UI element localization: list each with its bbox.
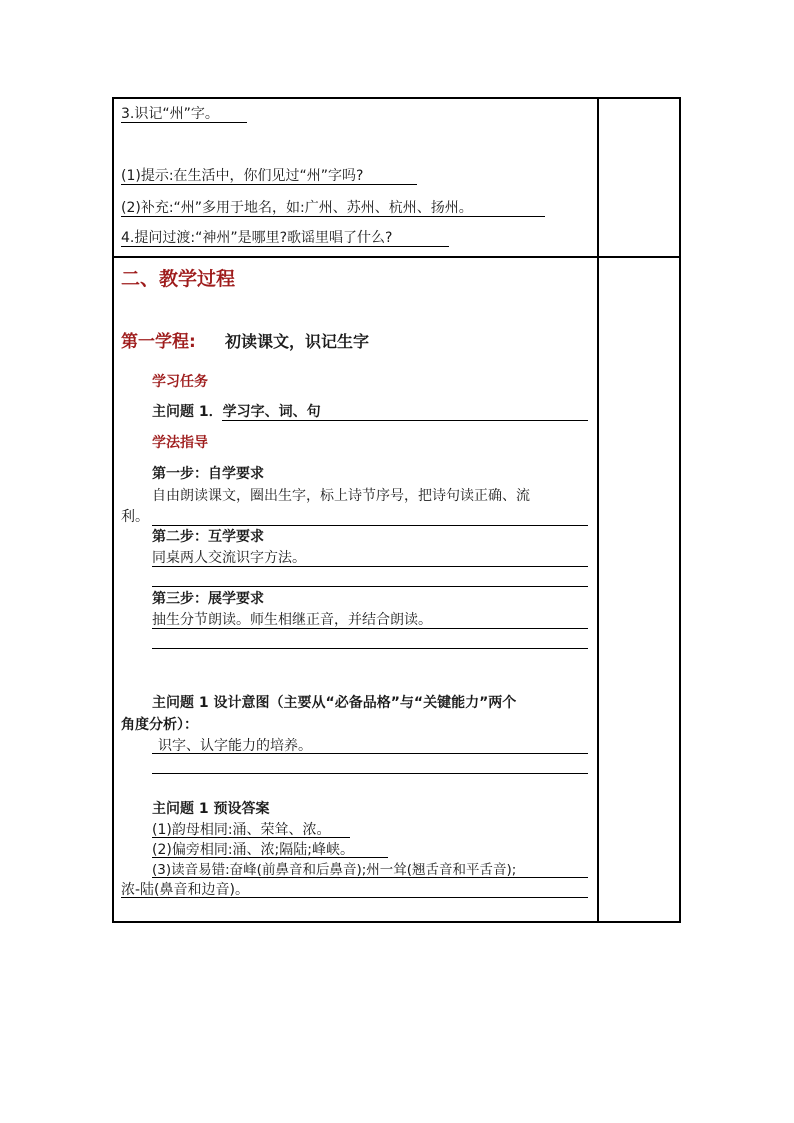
task-heading: 学习任务 xyxy=(152,374,208,390)
stage-label: 第一学程: xyxy=(121,332,196,352)
step1-line1: 自由朗读课文，圈出生字，标上诗节序号，把诗句读正确、流 xyxy=(152,488,530,504)
supplement-text: (2)补充:“州”多用于地名，如:广州、苏州、杭州、扬州。 xyxy=(121,200,473,216)
underline xyxy=(121,246,449,247)
underline xyxy=(152,857,388,858)
underline xyxy=(121,216,545,217)
main-question: 主问题 1．学习字、词、句 xyxy=(152,404,321,420)
column-divider xyxy=(597,99,599,921)
underline xyxy=(152,628,588,629)
row-divider xyxy=(114,256,679,258)
design-intent-line1: 主问题 1 设计意图（主要从“必备品格”与“关键能力”两个 xyxy=(152,695,517,711)
underline xyxy=(152,837,350,838)
stage-title: 初读课文，识记生字 xyxy=(225,332,370,351)
hint-text: (1)提示:在生活中，你们见过“州”字吗? xyxy=(121,168,364,184)
step2-text: 同桌两人交流识字方法。 xyxy=(152,550,306,566)
underline xyxy=(121,184,417,185)
underline xyxy=(121,122,247,123)
step3-title: 第三步：展学要求 xyxy=(152,591,264,607)
answer-3-line1: (3)读音易错:奋峰(前鼻音和后鼻音);州一耸(翘舌音和平舌音); xyxy=(152,862,517,878)
answer-3-line2: 浓-陆(鼻音和边音)。 xyxy=(121,882,249,898)
underline xyxy=(152,525,588,526)
underline xyxy=(152,753,588,754)
underline xyxy=(152,648,588,649)
answer-title: 主问题 1 预设答案 xyxy=(152,801,270,817)
item-4: 4.提问过渡:“神州”是哪里?歌谣里唱了什么? xyxy=(121,230,393,246)
design-intent-line2: 角度分析）： xyxy=(121,717,198,733)
item-3: 3.识记“州”字。 xyxy=(121,106,219,122)
underline xyxy=(152,773,588,774)
answer-2: (2)偏旁相同:涌、浓;隔陆;峰峡。 xyxy=(152,842,354,858)
section-heading: 二、教学过程 xyxy=(121,268,236,290)
step2-title: 第二步：互学要求 xyxy=(152,529,264,545)
underline xyxy=(152,566,588,567)
step3-text: 抽生分节朗读。师生相继正音，并结合朗读。 xyxy=(152,612,432,628)
design-answer: 识字、认字能力的培养。 xyxy=(158,738,312,754)
method-heading: 学法指导 xyxy=(152,435,208,451)
step1-title: 第一步：自学要求 xyxy=(152,466,264,482)
answer-1: (1)韵母相同:涌、荣耸、浓。 xyxy=(152,822,331,838)
underline xyxy=(152,586,588,587)
underline xyxy=(152,877,588,878)
underline xyxy=(222,420,588,421)
underline xyxy=(121,897,588,898)
step1-line2: 利。 xyxy=(121,509,149,525)
